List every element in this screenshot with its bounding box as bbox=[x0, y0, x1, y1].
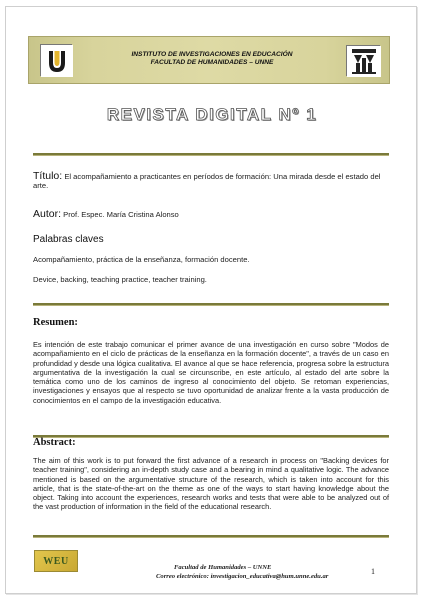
abstract-text: The aim of this work is to put forward the first advance of a research in process on "Backing devices for teacher training", considering an in-depth study case and a bearing in mind a qualitative logic. The advance mentioned is based on the argumentative structure of the research, which is taken into account for this article, that is the state-of-the-art on the theme as one of the ways to start having knowledge about the object. Taking into account the experiences, research works and tests that were able to be analyzed out of the vast production of information in the field of the educational research. bbox=[33, 456, 389, 512]
magazine-title: REVISTA DIGITAL Nº 1 bbox=[106, 105, 318, 124]
footer-line-1: Facultad de Humanidades – UNNE bbox=[174, 564, 272, 571]
author-text: Prof. Espec. María Cristina Alonso bbox=[63, 210, 179, 219]
footer-text bbox=[156, 563, 346, 581]
university-u-logo-icon bbox=[40, 44, 72, 76]
footer-email: Correo electrónico: investigacion_educativa@hum.unne.edu.ar bbox=[156, 573, 329, 580]
resumen-heading: Resumen: bbox=[33, 317, 78, 328]
author-block bbox=[33, 210, 389, 219]
keywords-heading: Palabras claves bbox=[33, 234, 104, 245]
header-banner bbox=[28, 36, 390, 84]
title-label: Título: bbox=[33, 170, 63, 182]
faculty-emblem-icon bbox=[346, 45, 380, 76]
resumen-text: Es intención de este trabajo comunicar el primer avance de una investigación en curso sobre "Modos de acompañamiento en el ciclo de prácticas de la enseñanza en la formación docente", a través de un caso en profundidad y desde una lógica cualitativa. El avance al que se hace referencia, progresa sobre la estructura argumentativa de la investigación la cual se circunscribe, en este artículo, al estado del arte sobre la temática como uno de los caminos de ingreso al conocimiento del objeto. Se retoman experiencias, investigaciones y ensayos que al respecto se tuvo oportunidad de analizar frente a la vasta producción de conocimientos en el campo de la investigación educativa. bbox=[33, 340, 389, 405]
footer-divider bbox=[33, 535, 389, 538]
institution-line-2: FACULTAD DE HUMANIDADES – UNNE bbox=[150, 59, 274, 66]
keywords-spanish: Acompañamiento, práctica de la enseñanza, formación docente. bbox=[33, 255, 250, 264]
institution-name bbox=[117, 51, 307, 67]
institution-line-1: INSTITUTO DE INVESTIGACIONES EN EDUCACIÓN bbox=[131, 51, 293, 58]
section-divider-abstract bbox=[33, 435, 389, 438]
abstract-heading: Abstract: bbox=[33, 437, 76, 448]
footer-logo: WEU bbox=[34, 550, 78, 572]
keywords-english: Device, backing, teaching practice, teacher training. bbox=[33, 275, 207, 284]
title-text: El acompañamiento a practicantes en períodos de formación: Una mirada desde el estado del arte. bbox=[33, 172, 381, 191]
document-page bbox=[5, 6, 417, 594]
title-block bbox=[33, 172, 389, 191]
page-number: 1 bbox=[371, 567, 375, 576]
author-label: Autor: bbox=[33, 208, 62, 220]
section-divider-resumen bbox=[33, 303, 389, 306]
section-divider-top bbox=[33, 153, 389, 156]
